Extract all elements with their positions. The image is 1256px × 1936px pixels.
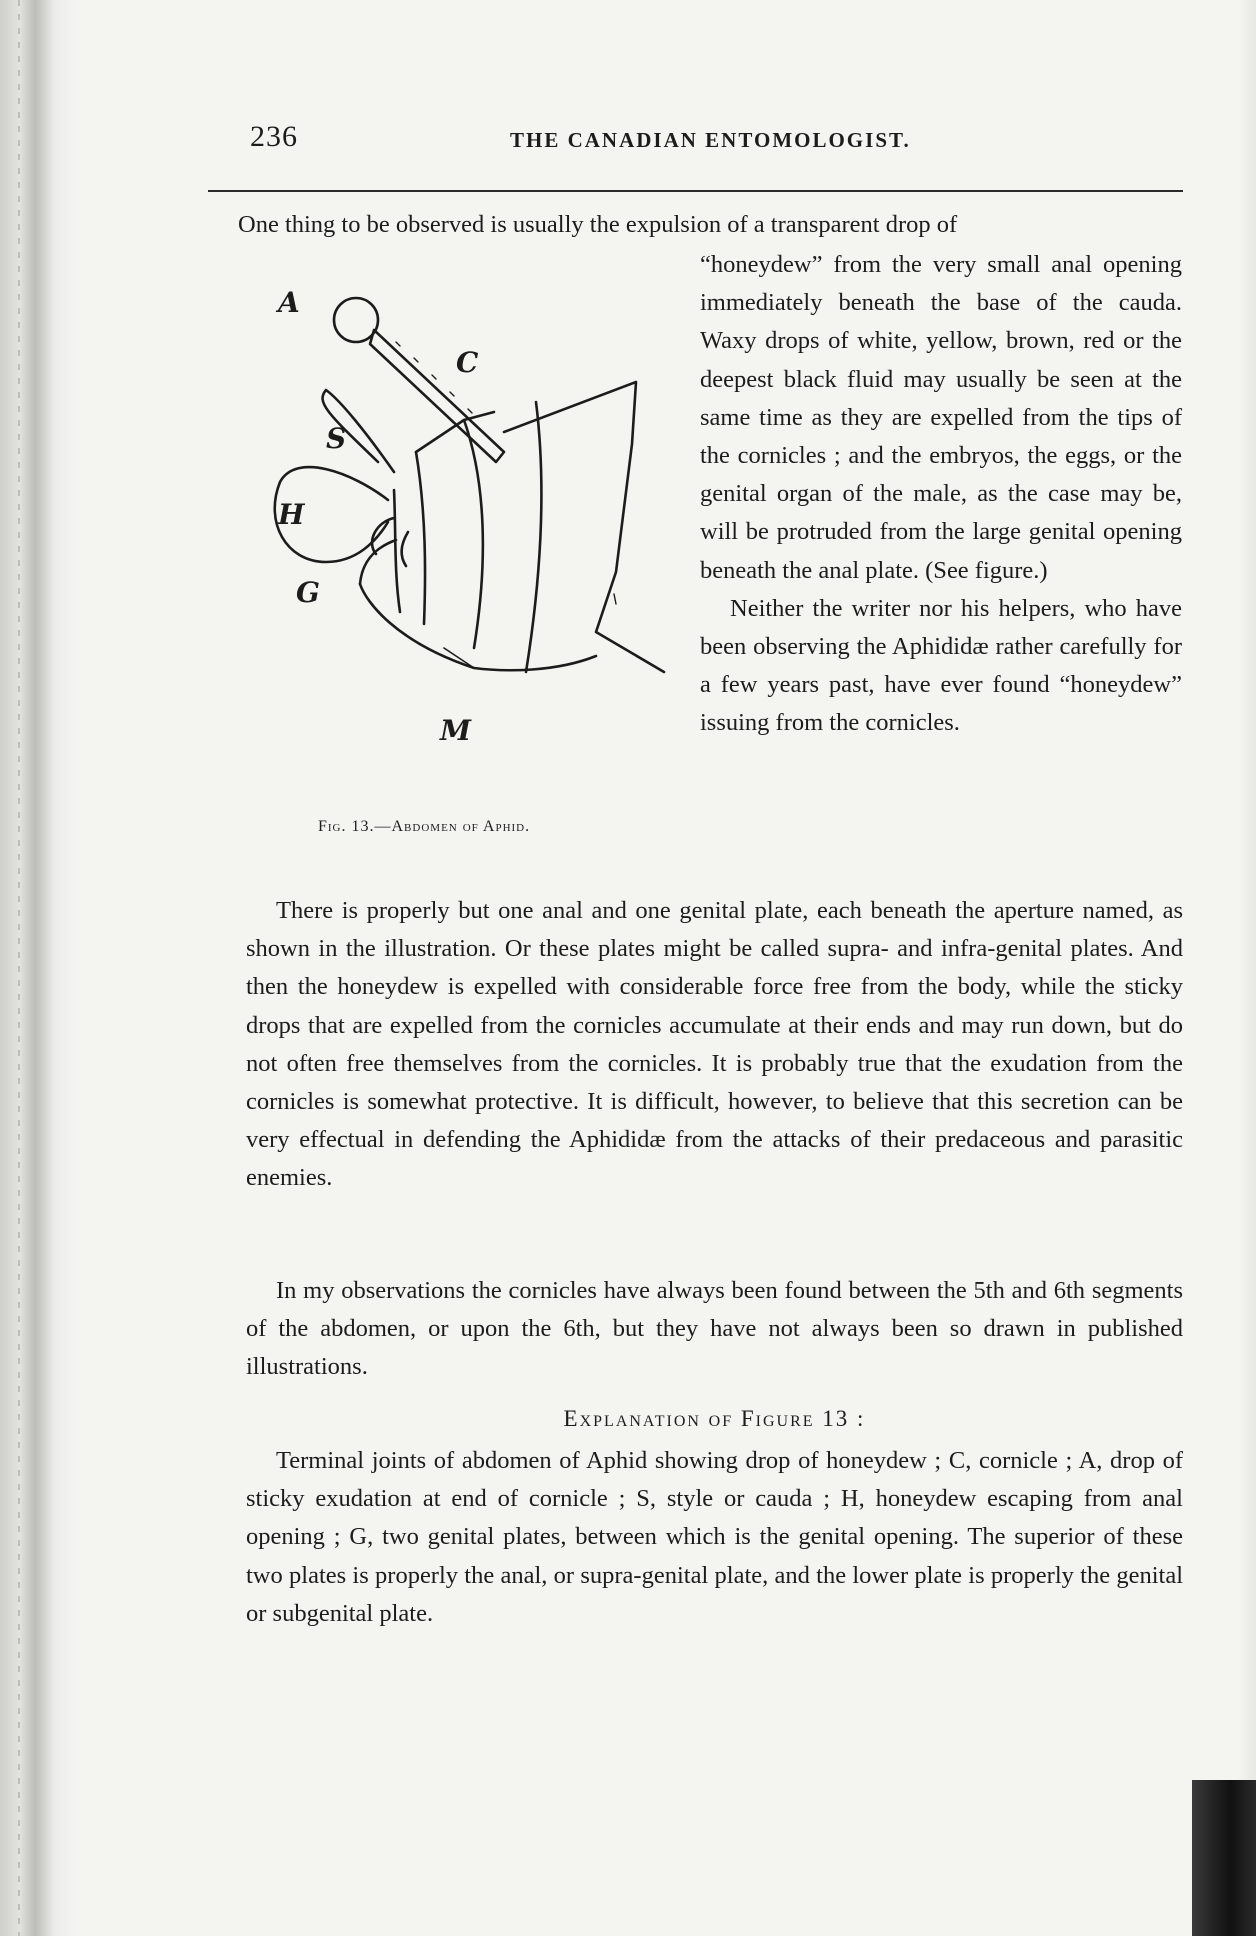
explanation-paragraph [246,1442,1183,1633]
book-spine-edge [0,0,78,1936]
wrap-paragraph: “honeydew” from the very small anal opening immediately beneath the base of the cauda. Waxy drops of white, yellow, brown, red or the deepest black fluid may usually be seen at the same time as they are expelled from the tips of the cornicles ; and the embryos, the eggs, or the genital organ of the male, as the case may be, will be protruded from the large genital opening beneath the anal plate. (See figure.) [700,251,1182,584]
label-g: G [296,576,320,609]
paragraph-text: Terminal joints of abdomen of Aphid showing drop of honeydew ; C, cornicle ; A, drop of sticky exudation at end of cornicle ; S, style or cauda ; H, honeydew escaping from anal opening ; G, two genital plates, between which is the genital opening. The superior of these two plates is properly the anal, or supra-genital plate, and the lower plate is properly the genital or subgenital plate. [246,1447,1183,1627]
label-m: M [440,714,471,747]
wrap-paragraph: Neither the writer nor his helpers, who have been observing the Aphididæ rather carefully for a few years past, have ever found “honeydew” issuing from the cornicles. [700,594,1182,737]
wrap-column [700,246,1182,743]
running-head: THE CANADIAN ENTOMOLOGIST. [510,128,911,152]
label-c: C [456,346,479,379]
aphid-abdomen-illustration [256,272,686,747]
paragraph-text: In my observations the cornicles have always been found between the 5th and 6th segments of the abdomen, or upon the 6th, but they have not always been so drawn in published illustrations. [246,1277,1183,1381]
page-edge-right [1238,0,1256,1780]
header-rule [208,190,1183,192]
body-back-outline [504,382,664,672]
figure-caption: Fig. 13.—Abdomen of Aphid. [318,818,531,835]
page-edge-shadow [1192,1780,1256,1936]
label-s: S [326,422,347,455]
figure-abdomen-of-aphid [256,272,686,832]
page-header [250,120,1170,160]
section-heading: Explanation of Figure 13 : [563,1406,866,1431]
label-a: A [278,286,300,319]
cornicle-shape [370,330,504,462]
body-paragraph [246,892,1183,1198]
opening-line: One thing to be observed is usually the expulsion of a transparent drop of [238,211,958,238]
label-h: H [278,498,305,531]
body-paragraph [246,1272,1183,1387]
page-number: 236 [250,120,298,153]
paragraph-text: There is properly but one anal and one genital plate, each beneath the aperture named, as shown in the illustration. Or these plates might be called supra- and infra-genital plates. And then the honeydew is expelled with considerable force free from the body, while the sticky drops that are expelled from the cornicles accumulate at their ends and may run down, but do not often free themselves from the cornicles. It is probably true that the exudation from the cornicles is somewhat protective. It is difficult, however, to believe that this secretion can be very effectual in defending the Aphididæ from the attacks of their predaceous and parasitic enemies. [246,897,1183,1192]
